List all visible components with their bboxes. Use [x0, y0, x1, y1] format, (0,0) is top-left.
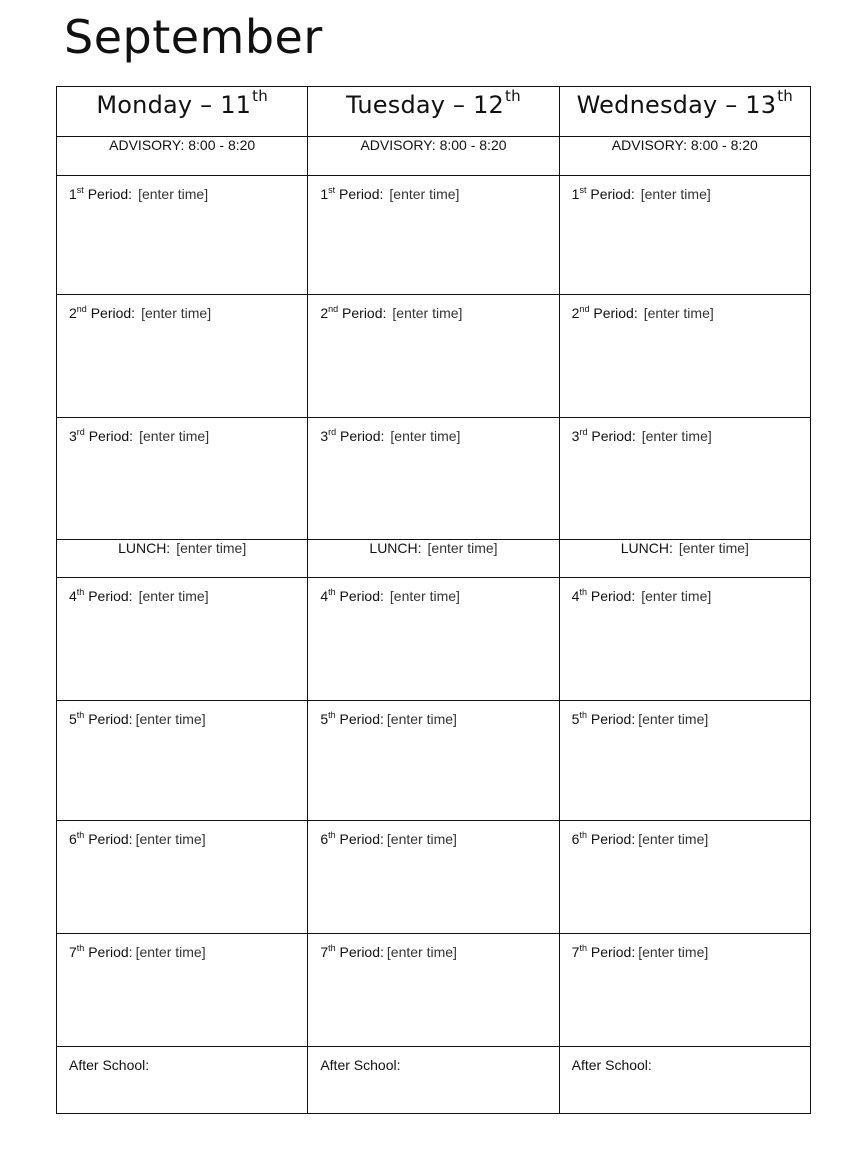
- day-name: Wednesday – 13: [576, 91, 777, 119]
- period-cell[interactable]: [559, 821, 810, 934]
- period-cell[interactable]: [308, 418, 559, 540]
- period-time: [enter time]: [638, 944, 709, 960]
- day-header-monday: [57, 87, 308, 137]
- period-time: [enter time]: [135, 831, 206, 847]
- period-time: [enter time]: [638, 831, 709, 847]
- period-label: 6th Period:: [320, 830, 384, 847]
- period-cell[interactable]: [559, 418, 810, 540]
- period-row-6: [57, 821, 811, 934]
- period-label: 2nd Period:: [320, 304, 387, 321]
- lunch-row: [57, 540, 811, 578]
- period-label: 7th Period:: [320, 943, 384, 960]
- after-school-label: After School:: [571, 1057, 652, 1073]
- period-row-3: [57, 418, 811, 540]
- period-time: [enter time]: [640, 186, 711, 202]
- period-time: [enter time]: [135, 711, 206, 727]
- period-label: 5th Period:: [571, 710, 636, 727]
- lunch-label: LUNCH:: [620, 540, 673, 556]
- period-cell[interactable]: [559, 701, 810, 821]
- period-label: 1st Period:: [571, 185, 635, 202]
- period-time: [enter time]: [641, 428, 712, 444]
- advisory-time: 8:00 - 8:20: [188, 137, 256, 153]
- period-time: [enter time]: [139, 428, 210, 444]
- after-school-cell[interactable]: [559, 1047, 810, 1114]
- period-cell[interactable]: [559, 176, 810, 295]
- period-time: [enter time]: [390, 428, 461, 444]
- period-time: [enter time]: [386, 831, 457, 847]
- advisory-label: ADVISORY:: [360, 137, 436, 153]
- period-cell[interactable]: [308, 578, 559, 701]
- period-time: [enter time]: [392, 305, 463, 321]
- lunch-time: [enter time]: [176, 540, 247, 556]
- period-row-2: [57, 295, 811, 418]
- advisory-cell[interactable]: [559, 137, 810, 176]
- period-time: [enter time]: [643, 305, 714, 321]
- period-cell[interactable]: [57, 934, 308, 1047]
- period-time: [enter time]: [641, 588, 712, 604]
- lunch-cell[interactable]: [308, 540, 559, 578]
- after-school-cell[interactable]: [57, 1047, 308, 1114]
- advisory-row: [57, 137, 811, 176]
- period-cell[interactable]: [559, 295, 810, 418]
- period-label: 2nd Period:: [571, 304, 638, 321]
- advisory-time: 8:00 - 8:20: [439, 137, 507, 153]
- period-time: [enter time]: [386, 711, 457, 727]
- period-label: 3rd Period:: [320, 427, 385, 444]
- period-cell[interactable]: [559, 934, 810, 1047]
- advisory-cell[interactable]: [308, 137, 559, 176]
- after-school-row: [57, 1047, 811, 1114]
- day-suffix: th: [505, 87, 521, 105]
- day-name: Tuesday – 12: [346, 91, 505, 119]
- period-label: 4th Period:: [571, 587, 636, 604]
- period-cell[interactable]: [57, 418, 308, 540]
- period-cell[interactable]: [308, 821, 559, 934]
- period-label: 3rd Period:: [69, 427, 134, 444]
- period-label: 2nd Period:: [69, 304, 136, 321]
- period-time: [enter time]: [141, 305, 212, 321]
- period-time: [enter time]: [135, 944, 206, 960]
- day-header-wednesday: [559, 87, 810, 137]
- lunch-time: [enter time]: [427, 540, 498, 556]
- period-cell[interactable]: [57, 295, 308, 418]
- lunch-label: LUNCH:: [118, 540, 171, 556]
- period-label: 7th Period:: [571, 943, 636, 960]
- day-name: Monday – 11: [96, 91, 252, 119]
- period-cell[interactable]: [559, 578, 810, 701]
- period-cell[interactable]: [57, 578, 308, 701]
- lunch-cell[interactable]: [559, 540, 810, 578]
- advisory-label: ADVISORY:: [109, 137, 185, 153]
- day-header-row: [57, 87, 811, 137]
- period-time: [enter time]: [389, 588, 460, 604]
- period-time: [enter time]: [386, 944, 457, 960]
- period-label: 1st Period:: [320, 185, 384, 202]
- period-label: 4th Period:: [320, 587, 384, 604]
- period-row-5: [57, 701, 811, 821]
- period-cell[interactable]: [57, 701, 308, 821]
- period-cell[interactable]: [308, 934, 559, 1047]
- period-cell[interactable]: [308, 295, 559, 418]
- advisory-cell[interactable]: [57, 137, 308, 176]
- period-time: [enter time]: [138, 186, 209, 202]
- period-label: 4th Period:: [69, 587, 133, 604]
- period-row-1: [57, 176, 811, 295]
- period-time: [enter time]: [138, 588, 209, 604]
- period-cell[interactable]: [308, 701, 559, 821]
- period-label: 5th Period:: [320, 710, 384, 727]
- period-row-7: [57, 934, 811, 1047]
- period-time: [enter time]: [389, 186, 460, 202]
- lunch-cell[interactable]: [57, 540, 308, 578]
- period-label: 1st Period:: [69, 185, 133, 202]
- after-school-label: After School:: [69, 1057, 150, 1073]
- period-cell[interactable]: [308, 176, 559, 295]
- period-label: 3rd Period:: [571, 427, 636, 444]
- period-cell[interactable]: [57, 176, 308, 295]
- period-label: 6th Period:: [571, 830, 636, 847]
- after-school-cell[interactable]: [308, 1047, 559, 1114]
- period-cell[interactable]: [57, 821, 308, 934]
- after-school-label: After School:: [320, 1057, 401, 1073]
- day-suffix: th: [777, 87, 793, 105]
- day-suffix: th: [252, 87, 268, 105]
- day-header-tuesday: [308, 87, 559, 137]
- period-label: 6th Period:: [69, 830, 133, 847]
- advisory-time: 8:00 - 8:20: [690, 137, 758, 153]
- period-label: 7th Period:: [69, 943, 133, 960]
- period-label: 5th Period:: [69, 710, 133, 727]
- page-title: September: [64, 10, 323, 64]
- weekly-planner-table: [56, 86, 811, 1114]
- period-time: [enter time]: [638, 711, 709, 727]
- lunch-time: [enter time]: [678, 540, 749, 556]
- lunch-label: LUNCH:: [369, 540, 422, 556]
- advisory-label: ADVISORY:: [611, 137, 688, 153]
- period-row-4: [57, 578, 811, 701]
